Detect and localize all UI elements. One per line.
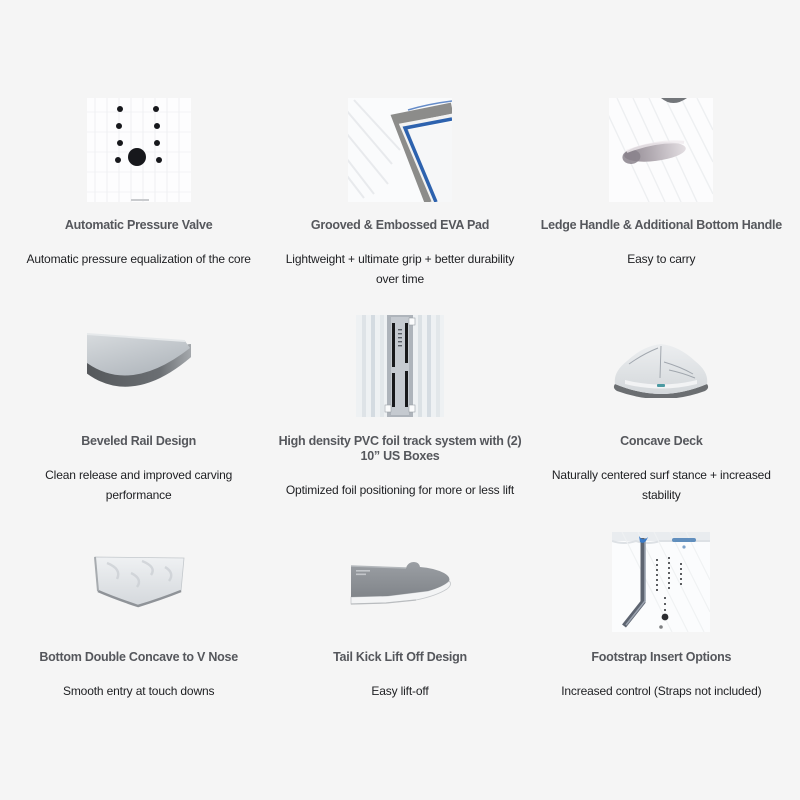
beveled-rail-photo bbox=[87, 310, 191, 422]
pressure-valve-photo bbox=[87, 94, 191, 206]
concave-deck-image bbox=[611, 334, 711, 398]
feature-card-concave-deck bbox=[531, 310, 792, 526]
feature-card-v-nose bbox=[8, 526, 269, 742]
concave-deck-photo bbox=[611, 310, 711, 422]
beveled-rail-image bbox=[87, 332, 191, 400]
feature-description: Lightweight + ultimate grip + better durability over time bbox=[285, 252, 515, 286]
feature-description: Easy lift-off bbox=[371, 684, 429, 698]
feature-description: Smooth entry at touch downs bbox=[62, 684, 215, 698]
ledge-handle-image bbox=[609, 98, 713, 202]
feature-title: Grooved & Embossed EVA Pad bbox=[310, 218, 490, 232]
feature-description: Clean release and improved carving performance bbox=[45, 468, 233, 502]
tail-kick-image bbox=[348, 556, 452, 608]
pressure-valve-image bbox=[87, 98, 191, 202]
eva-pad-image bbox=[348, 98, 452, 202]
foil-track-photo bbox=[356, 310, 444, 422]
feature-card-foil-track bbox=[269, 310, 530, 526]
ledge-handle-photo bbox=[609, 94, 713, 206]
feature-title: Beveled Rail Design bbox=[81, 434, 197, 448]
feature-title: High density PVC foil track system with (2) 10” US Boxes bbox=[278, 434, 522, 463]
feature-description: Naturally centered surf stance + increased stability bbox=[551, 468, 771, 502]
feature-card-ledge-handle bbox=[531, 94, 792, 310]
feature-title: Footstrap Insert Options bbox=[591, 650, 732, 664]
feature-title: Ledge Handle & Additional Bottom Handle bbox=[540, 218, 782, 232]
v-nose-photo bbox=[87, 526, 191, 638]
eva-pad-photo bbox=[348, 94, 452, 206]
feature-card-tail-kick bbox=[269, 526, 530, 742]
feature-title: Concave Deck bbox=[620, 434, 703, 448]
foil-track-image bbox=[356, 315, 444, 417]
tail-kick-photo bbox=[348, 526, 452, 638]
feature-card-footstrap-inserts bbox=[531, 526, 792, 742]
feature-title: Tail Kick Lift Off Design bbox=[333, 650, 467, 664]
feature-card-pressure-valve bbox=[8, 94, 269, 310]
feature-description: Easy to carry bbox=[627, 252, 696, 266]
v-nose-image bbox=[87, 553, 191, 611]
feature-description: Optimized foil positioning for more or less lift bbox=[285, 483, 515, 497]
footstrap-inserts-image bbox=[612, 532, 710, 632]
feature-card-beveled-rail bbox=[8, 310, 269, 526]
footstrap-inserts-photo bbox=[612, 526, 710, 638]
feature-description: Increased control (Straps not included) bbox=[561, 684, 762, 698]
feature-card-eva-pad bbox=[269, 94, 530, 310]
feature-title: Bottom Double Concave to V Nose bbox=[39, 650, 238, 664]
feature-description: Automatic pressure equalization of the core bbox=[26, 252, 251, 266]
feature-title: Automatic Pressure Valve bbox=[64, 218, 213, 232]
